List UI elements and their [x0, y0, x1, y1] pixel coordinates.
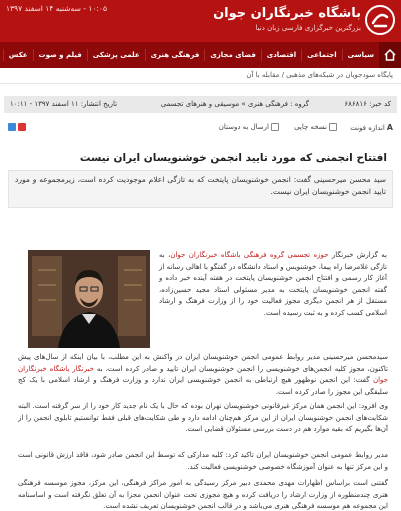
font-size-label: اندازه فونت — [350, 123, 385, 132]
main-nav — [0, 42, 401, 68]
nav-item-video[interactable]: فیلم و صوت — [33, 49, 87, 61]
paragraph-5: گفتنی است براساس اظهارات مهدی محمدی دبیر مرکز رسیدگی به امور مراکز فرهنگی، این مرکز، مجوز موسسه فرهنگی هنری چندمنظوره از وزارت ارشاد را دریافت کرده و هیچ مجوزی تحت عنوان انجمن مجزا به آن تعلق نگرفته است و اساسنامه این مجموعه هم موسسه فرهنگی هنری می‌باشد و در قالب انجمن خوشنویسان تعریف نشده است. — [18, 479, 388, 510]
header-datetime: ۱۰:۰۵ - سه‌شنبه ۱۴ اسفند ۱۳۹۷ — [6, 4, 107, 13]
paragraph-1-start: به گزارش خبرنگار — [328, 251, 387, 259]
nav-item-science[interactable]: علمی پزشکی — [87, 49, 145, 61]
source-link[interactable]: حوزه تجسمی گروه فرهنگی باشگاه خبرنگاران جوان — [170, 251, 329, 259]
print-label: نسخه چاپی — [294, 123, 327, 131]
nav-item-culture[interactable]: فرهنگی هنری — [145, 49, 205, 61]
news-code: کد خبر: ۶۸۶۸۱۶ — [344, 100, 391, 108]
send-label: ارسال به دوستان — [218, 123, 269, 131]
font-size-icon: A — [386, 123, 393, 132]
paragraph-3: وی افزود: این انجمن همان مرکز غیرقانونی خوشنویسان تهران بوده که حال با یک نام جدید کار خود را از سر گرفته است. البته شکایت‌های انجمن خوشنویسان ایران از این مرکز هم‌چنان ادامه دارد و طی شکایت‌های قبلی فقط توانستیم تابلوی انجمن را از آن‌ها بگیریم که بقیه موارد هم در دست بررسی مسئولان قضایی است. — [18, 402, 388, 433]
publish-date: تاریخ انتشار: ۱۱ اسفند ۱۳۹۷ - ۱۰:۱۱ — [10, 100, 118, 108]
paragraph-4: مدیر روابط عمومی انجمن خوشنویسان ایران تاکید کرد: کلیه مدارکی که توسط این انجمن صادر شود، فاقد ارزش قانونی است و این مرکز تنها به عنوان آموزشگاه خصوصی خوشنویسی فعالیت کند. — [18, 451, 388, 471]
news-ticker — [0, 68, 401, 84]
mail-icon — [271, 123, 279, 131]
print-button[interactable] — [294, 123, 337, 131]
paragraph-2 — [18, 352, 388, 396]
nav-item-social[interactable]: اجتماعی — [301, 49, 342, 61]
news-group[interactable]: گروه : فرهنگی هنری » موسیقی و هنرهای تجسمی — [160, 100, 309, 108]
paragraph-1-end: ، به تازگی غلامرضا راه پیما، خوشنویس و استاد دانشگاه در گفتگو با اهالی رسانه از آغاز کار رسمی و افتتاح انجمن خوشنویسان پایتخت در هفته آینده خبر داده و گفته انجمن خوشنویسان پایتخت به مدیر مسئولی استاد مجید حسین‌زاده، مستقل از هر انجمن دیگری مجوز فعالیت خود را از وزارت فرهنگ و ارشاد اسلامی کسب کرده و به ثبت رسیده است. — [159, 251, 387, 317]
article-tools — [4, 121, 397, 135]
font-size-control[interactable] — [350, 123, 393, 132]
telegram-icon[interactable] — [8, 123, 16, 131]
site-slogan: بزرگترین خبرگزاری فارسی زبان دنیا — [255, 24, 361, 32]
nav-item-cyber[interactable]: فضای مجازی — [204, 49, 260, 61]
article-photo — [28, 250, 150, 348]
nav-item-economic[interactable]: اقتصادی — [261, 49, 301, 61]
home-icon[interactable] — [379, 42, 401, 68]
paragraph-2-end: گفت: این انجمن نوظهور هیچ ارتباطی به انجمن خوشنویسی ایران ندارد و وزارت فرهنگ و ارشاد اسلامی با یک کج سلیقگی این مجوز را صادر کرده است. — [18, 376, 388, 396]
news-meta-bar — [4, 96, 397, 113]
share-icon[interactable] — [18, 123, 26, 131]
nav-item-photo[interactable]: عکس — [3, 49, 33, 61]
share-buttons[interactable] — [8, 123, 26, 131]
nav-item-political[interactable]: سیاسی — [342, 49, 379, 61]
paragraph-2-start: سیدمحسن میرحسینی مدیر روابط عمومی انجمن خوشنویسان ایران در واکنش به این مطلب، با بیان اینکه از سال‌های پیش تاکنون، مجوز کلیه انجمن‌های خوشنویسی را انجمن خوشنویسان ایران تایید و صادر کرده است، به — [18, 353, 388, 373]
site-logo[interactable] — [365, 5, 395, 35]
site-brand-name[interactable]: باشگاه خبرنگاران جوان — [213, 6, 361, 21]
print-icon — [329, 123, 337, 131]
nav-item-provinces[interactable] — [0, 49, 3, 61]
ticker-text[interactable]: پایگاه سودجویان در شبکه‌های مذهبی / مقابله با آن — [246, 71, 393, 79]
site-header — [0, 0, 401, 42]
reporter-link[interactable]: خبرنگار باشگاه خبرنگاران جوان — [18, 364, 388, 384]
article-title: افتتاح انجمنی که مورد تایید انجمن خوشنویسان ایران نیست — [79, 152, 387, 164]
paragraph-1 — [159, 250, 387, 346]
article-lead: سید محسن میرحسینی گفت: انجمن خوشنویسان پایتخت که به تازگی اعلام موجودیت کرده است، زیرمجموعه و مورد تایید انجمن خوشنویسان ایران نیست. — [8, 170, 393, 208]
send-to-friends-button[interactable] — [219, 123, 279, 131]
